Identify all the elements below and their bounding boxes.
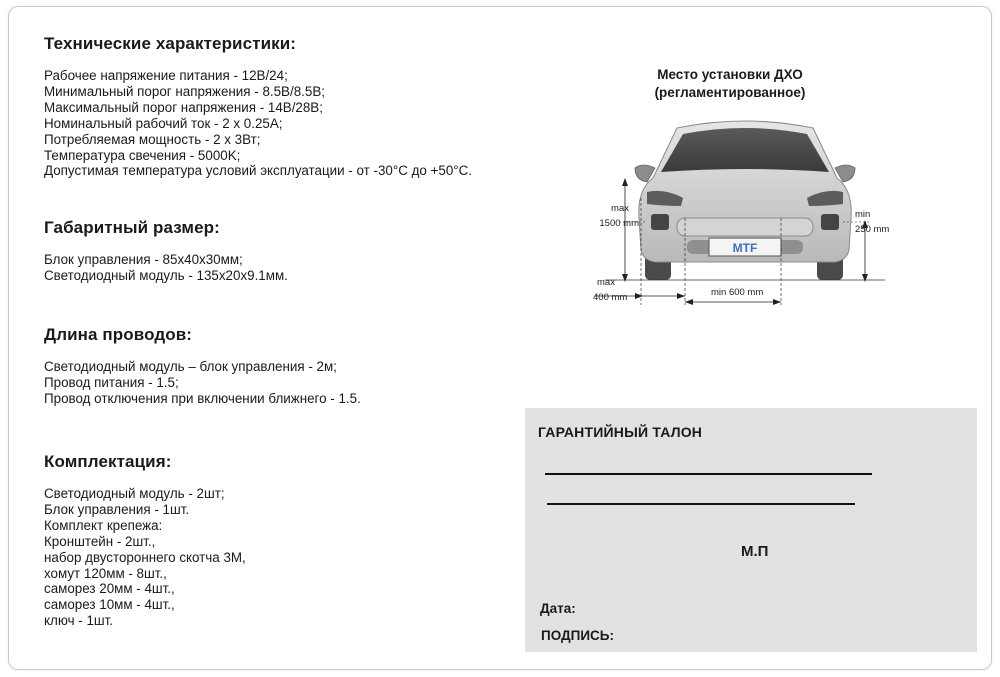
specs-heading: Технические характеристики: [44,34,297,53]
kit-item: Кронштейн - 2шт., [44,533,156,549]
warranty-card [525,408,977,652]
kit-item: набор двустороннего скотча 3М, [44,549,246,565]
label-max-1500-b: 1500 mm [599,218,639,229]
wire-item: Провод отключения при включении ближнего - 1.5. [44,390,361,406]
spec-item: Рабочее напряжение питания - 12В/24; [44,68,288,83]
kit-item: Блок управления - 1шт. [44,501,190,517]
dimensions-heading: Габаритный размер: [44,218,220,237]
kit-heading: Комплектация: [44,452,172,471]
specs-section [44,34,472,179]
arrow-head [622,274,628,282]
wires-section [44,325,361,407]
right-fog-light [821,214,839,230]
bumper-grille [677,218,813,236]
installation-title [610,66,850,102]
spec-item: Допустимая температура условий эксплуатации - от -30°С до +50°С. [44,163,473,179]
kit-item: ключ - 1шт. [44,613,114,629]
spec-item: Температура свечения - 5000K; [44,147,241,163]
kit-section [44,452,246,629]
kit-item: Светодиодный модуль - 2шт; [44,486,225,501]
dimensions-section [44,218,288,284]
label-max-1500-a: max [611,203,629,214]
kit-item: хомут 120мм - 8шт., [44,565,167,581]
kit-item: саморез 20мм - 4шт., [44,581,175,597]
kit-item: саморез 10мм - 4шт., [44,597,175,613]
left-fog-light [651,214,669,230]
arrow-head [622,178,628,186]
spec-item: Максимальный порог напряжения - 14В/28В; [44,99,323,115]
label-min-250-a: min [855,209,871,220]
wire-item: Провод питания - 1.5; [44,374,179,390]
arrow-head [862,274,868,282]
date-label: Дата: [540,601,576,616]
kit-item: Комплект крепежа: [44,517,163,533]
car-front-icon [585,110,905,315]
wires-heading: Длина проводов: [44,325,193,344]
installation-title-line2: (регламентированное) [654,85,806,100]
label-min-600: min 600 mm [711,287,764,298]
spec-item: Минимальный порог напряжения - 8.5В/8.5В; [44,83,325,99]
arrow-head [773,299,781,305]
installation-title-line1: Место установки ДХО [657,67,803,82]
stamp-label: М.П [741,543,769,560]
warranty-field-line [547,503,855,505]
spec-item: Номинальный рабочий ток - 2 х 0.25А; [44,115,283,131]
dimension-item: Блок управления - 85х40х30мм; [44,252,243,267]
warranty-field-line [545,473,872,475]
spec-item: Потребляемая мощность - 2 х 3Вт; [44,131,261,147]
wire-item: Светодиодный модуль – блок управления - 2м; [44,359,337,374]
label-min-250-b: 250 mm [855,224,890,235]
label-max-400-a: max [597,277,615,288]
dimension-item: Светодиодный модуль - 135х20х9.1мм. [44,267,288,283]
label-max-400-b: 400 mm [593,292,628,303]
signature-label: ПОДПИСЬ: [541,628,614,643]
plate-logo: MTF [732,241,758,255]
windshield [661,128,829,172]
warranty-title: ГАРАНТИЙНЫЙ ТАЛОН [538,424,703,440]
arrow-head [685,299,693,305]
